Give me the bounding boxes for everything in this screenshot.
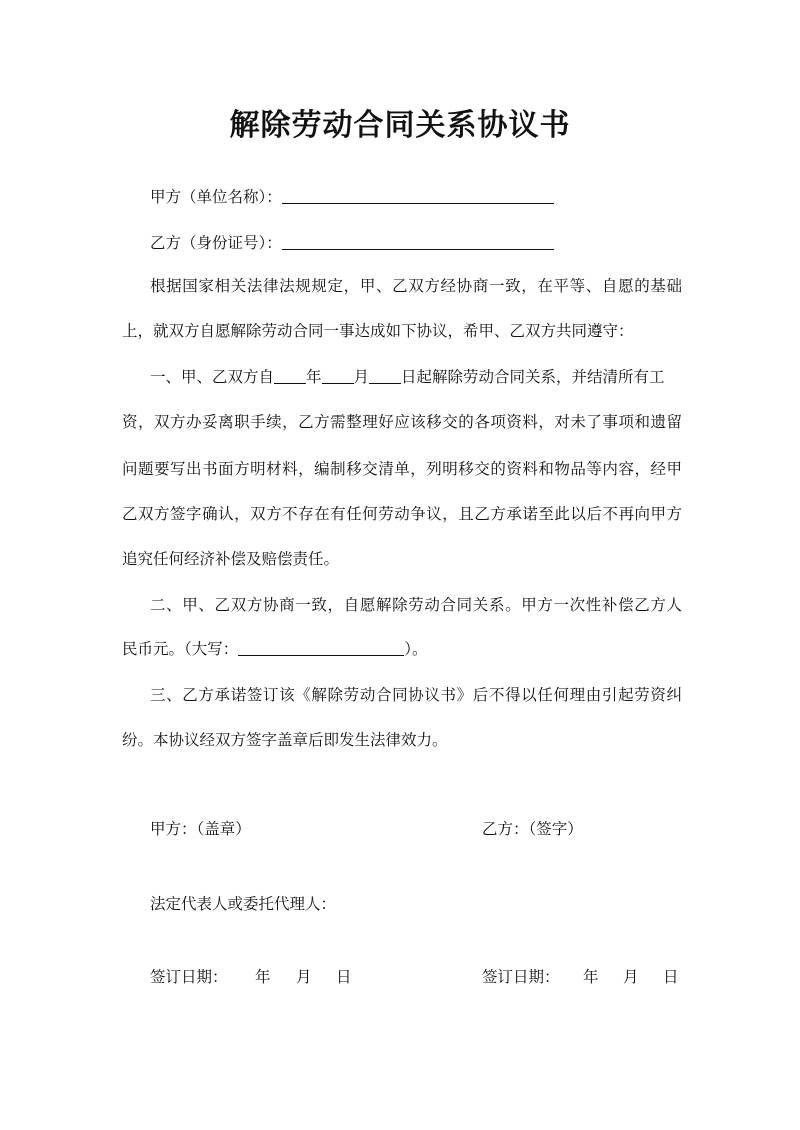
clause-3-line-1: 三、乙方承诺签订该《解除劳动合同协议书》后不得以任何理由引起劳资纠 — [150, 686, 682, 704]
month-blank — [322, 367, 354, 384]
clause-1-month: 月 — [353, 368, 370, 386]
day-blank — [369, 367, 401, 384]
clause-2-suffix: ）。 — [404, 640, 428, 658]
clause-3-line-2: 纷。本协议经双方签字盖章后即发生法律效力。 — [122, 731, 448, 749]
clause-1-year: 年 — [306, 368, 322, 386]
party-a-row — [150, 186, 554, 208]
date-a-day: 日 — [336, 968, 352, 986]
clause-2-line-2 — [122, 638, 428, 660]
clause-1-line-4: 乙双方签字确认，双方不存在有任何劳动争议，且乙方承诺至此以后不再向甲方 — [122, 505, 682, 523]
date-a-month: 月 — [296, 968, 312, 986]
intro-line-1: 根据国家相关法律法规规定，甲、乙双方经协商一致，在平等、自愿的基础 — [150, 277, 682, 295]
clause-1-line-3: 问题要写出书面方明材料，编制移交清单，列明移交的资料和物品等内容，经甲 — [122, 460, 682, 478]
date-b-month: 月 — [623, 968, 639, 986]
clause-1-suffix: 日起解除劳动合同关系，并结清所有工 — [401, 368, 665, 386]
clause-2-line-1: 二、甲、乙双方协商一致，自愿解除劳动合同关系。甲方一次性补偿乙方人 — [150, 596, 682, 614]
clause-2-prefix: 民币元。（大写： — [122, 640, 239, 658]
party-a-seal-label: 甲方：（盖章） — [150, 820, 251, 838]
party-b-blank — [282, 233, 554, 250]
year-blank — [274, 367, 306, 384]
clause-1-line-1 — [150, 366, 665, 388]
date-b-year: 年 — [583, 968, 599, 986]
date-a-year: 年 — [255, 968, 271, 986]
party-a-label: 甲方（单位名称）： — [150, 188, 282, 206]
representative-label: 法定代表人或委托代理人： — [150, 895, 337, 913]
party-b-sign-label: 乙方：（签字） — [482, 820, 583, 838]
document-title: 解除劳动合同关系协议书 — [229, 108, 571, 143]
date-a-label: 签订日期： — [150, 968, 228, 986]
clause-1-line-2: 资，双方办妥离职手续，乙方需整理好应该移交的各项资料，对未了事项和遗留 — [122, 413, 682, 431]
date-b-day: 日 — [663, 968, 679, 986]
intro-line-2: 上，就双方自愿解除劳动合同一事达成如下协议，希甲、乙双方共同遵守： — [122, 322, 634, 340]
date-b-label: 签订日期： — [482, 968, 560, 986]
party-b-row — [150, 232, 554, 254]
party-a-blank — [282, 187, 554, 204]
party-b-label: 乙方（身份证号）： — [150, 234, 282, 252]
clause-1-prefix: 一、甲、乙双方自 — [150, 368, 275, 386]
clause-1-line-5: 追究任何经济补偿及赔偿责任。 — [122, 550, 340, 568]
amount-words-blank — [238, 639, 404, 656]
